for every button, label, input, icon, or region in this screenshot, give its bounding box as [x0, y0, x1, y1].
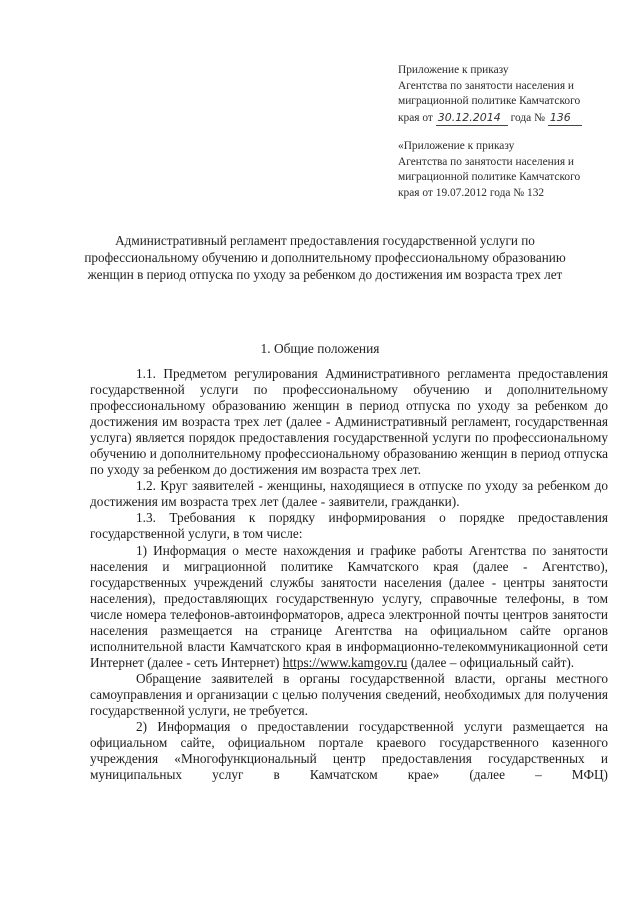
document-body — [90, 366, 608, 783]
paragraph-1-2: 1.2. Круг заявителей - женщины, находящиеся в отпуске по уходу за ребенком до достижения им возраста трех лет (далее - заявители, гражданки). — [90, 478, 608, 510]
header-line: края от 19.07.2012 года № 132 — [398, 186, 545, 199]
paragraph-text: 1) Информация о месте нахождения и графике работы Агентства по занятости населения и миграционной политике Камчатского края (далее - Агентство), государственных учреждений службы занятости населения (далее - центры занятости населения), предоставляющих государственную услугу, справочные телефоны, в том числе номера телефонов-автоинформаторов, адреса электронной почты центров занятости населения размещается на странице Агентства на официальном сайте органов исполнительной власти Камчатского края в информационно-телекоммуникационной сети Интернет (далее - сеть Интернет) — [90, 542, 608, 670]
paragraph-info-publication: 2) Информация о предоставлении государственной услуги размещается на официальном сайте, официальном портале краевого государственного казенного учреждения «Многофункциональный центр предоставления государственных и муниципальных услуг в Камчатском крае» (далее – МФЦ) — [90, 719, 608, 783]
previous-order-header — [398, 139, 580, 201]
paragraph-text-tail: (далее – официальный сайт). — [410, 654, 575, 670]
website-link[interactable]: https://www.kamgov.ru — [282, 654, 408, 670]
handwritten-date: 30.12.2014 — [436, 110, 508, 127]
header-line: миграционной политике Камчатского — [398, 95, 581, 108]
paragraph-1-3: 1.3. Требования к порядку информирования о порядке предоставления государственной услуги, в том числе: — [90, 510, 608, 542]
document-title: Административный регламент предоставления государственной услуги по профессиональному обучению и дополнительному профессиональному образованию женщин в период отпуска по уходу за ребенком до достижения им возраста трех лет — [84, 233, 566, 283]
header-line: Приложение к приказу — [398, 64, 509, 76]
header-line: Агентства по занятости населения и — [398, 79, 575, 92]
header-line: миграционной политике Камчатского — [398, 171, 581, 184]
header-line: «Приложение к приказу — [398, 140, 515, 152]
handwritten-order-number: 136 — [548, 110, 582, 127]
header-line: Агентства по занятости населения и — [398, 155, 575, 168]
header-number-prefix: года № — [510, 111, 545, 124]
paragraph-appeal: Обращение заявителей в органы государственной власти, органы местного самоуправления и организации с целью получения сведений, необходимых для получения государственной услуги, не требуется. — [90, 670, 608, 718]
paragraph-info-location — [90, 543, 608, 671]
order-appendix-header — [398, 63, 582, 126]
paragraph-1-1: 1.1. Предметом регулирования Административного регламента предоставления государственной услуги по профессиональному обучению и дополнительному профессиональному образованию женщин в период отпуска по уходу за ребенком до достижения им возраста трех лет (далее - Административный регламент, государственная услуга) является порядок предоставления государственной услуги по профессиональному обучению и дополнительному профессиональному образованию женщин в период отпуска по уходу за ребенком до достижения им возраста трех лет. — [90, 366, 608, 478]
header-date-line — [398, 110, 582, 127]
section-heading: 1. Общие положения — [260, 341, 380, 356]
header-date-prefix: края от — [398, 111, 433, 124]
